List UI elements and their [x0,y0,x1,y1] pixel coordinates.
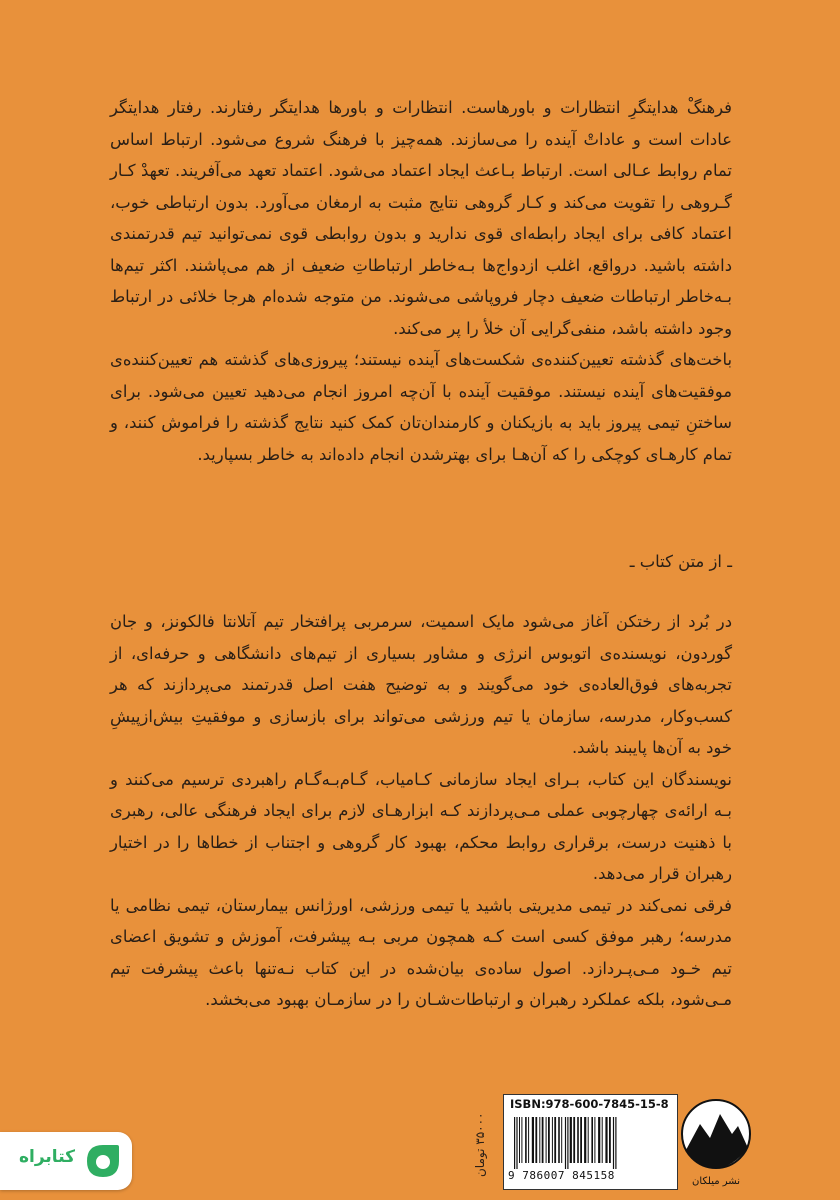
store-badge[interactable] [0,1132,132,1190]
excerpt-paragraph: باخت‌های گذشته تعیین‌کننده‌ی شکست‌های آینده نیستند؛ پیروزی‌های گذشته هم تعیین‌کننده‌ی موفقیت‌های آینده نیستند. موفقیت آینده با آن‌چه امروز انجام می‌دهید تعیین می‌شود. برای ساختنِ تیمی پیروز باید به بازیکنان و کارمندان‌تان کمک کنید نتایج گذشته را فراموش کنند، و تمام کارهـای کوچکی را که آن‌هـا برای بهترشدن انجام داده‌اند به خاطر بسپارید. [110,350,732,464]
store-name: کتابراه [18,1147,76,1167]
price-label: ۳۵۰۰۰ تومان [473,1112,487,1178]
ketabrah-leaf-icon [84,1142,122,1180]
isbn-label: ISBN:978-600-7845-15-8 [510,1097,669,1111]
excerpt-block [110,92,732,470]
excerpt-source: ـ از متن کتاب ـ [629,552,732,571]
excerpt-paragraph: فرهنگْ هدایتگرِ انتظارات و باورهاست. انتظارات و باورها هدایتگر رفتارند. رفتار هدایتگر عادات است و عاداتْ آینده را می‌سازند. همه‌چیز با فرهنگ شروع می‌شود. ارتباط اساس تمام روابط عـالی است. ارتباط بـاعث ایجاد اعتماد می‌شود. اعتماد تعهد می‌آفریند. تعهدْ کـار گـروهی را تقویت می‌کند و کـار گروهی نتایج مثبت به ارمغان می‌آورد. بدون ارتباطی خوب، اعتماد کافی برای ایجاد رابطه‌ای قوی ندارید و بدون روابطی قوی نمی‌توانید تیم قدرتمندی داشته باشید. درواقع، اغلب ازدواج‌ها بـه‌خاطر ارتباطاتِ ضعیف از هم می‌پاشند. اکثر تیم‌ها بـه‌خاطر ارتباطات ضعیف دچار فروپاشی می‌شوند. من متوجه شده‌ام هرجا خلائی در ارتباط وجود داشته باشد، منفی‌گرایی آن خلأ را پر می‌کند. [110,98,732,338]
barcode-bars [512,1117,669,1169]
barcode-number: 9 786007 845158 [508,1169,615,1182]
description-paragraph: در بُرد از رختکن آغاز می‌شود مایک اسمیت، سرمربی پرافتخار تیم آتلانتا فالکونز، و جان گوردون، نویسنده‌ی اتوبوس انرژی و مشاور بسیاری از تیم‌های دانشگاهی و حرفه‌ای، از تجربه‌های فوق‌العاده‌ی خود می‌گویند و به توضیح هفت اصل قدرتمند می‌پردازند که هر کسب‌وکار، مدرسه، سازمان یا تیم ورزشی می‌تواند برای بازسازی و موفقیتِ بیش‌ازپیشِ خود به آن‌ها پایبند باشد. [110,612,732,757]
description-paragraph: فرقی نمی‌کند در تیمی مدیریتی باشید یا تیمی ورزشی، اورژانس بیمارستان، تیمی نظامی یا مدرسه؛ رهبر موفق کسی است کـه همچون مربی بـه پیشرفت، آموزش و تشویق اعضای تیم خـود مـی‌پـردازد. اصول ساده‌ی بیان‌شده در این کتاب نـه‌تنها باعث پیشرفت تیم مـی‌شود، بلکه عملکرد رهبران و ارتباطات‌شـان را در سازمـان بهبود می‌بخشد. [110,895,732,1009]
publisher-name: نشر میلکان [692,1176,740,1187]
isbn-barcode [503,1094,678,1190]
description-paragraph: نویسندگان این کتاب، بـرای ایجاد سازمانی کـامیاب، گـام‌بـه‌گـام راهبردی ترسیم می‌کنند و بـه ارائه‌ی چهارچوبی عملی مـی‌پردازند کـه ابزارهـای لازم برای ایجاد فرهنگی عالی، رهبری با ذهنیت درست، برقراری روابط محکم، بهبود کار گروهی و اجتناب از خطاها را در اختیار رهبران قرار می‌دهد. [110,769,732,883]
description-block [110,606,732,1016]
